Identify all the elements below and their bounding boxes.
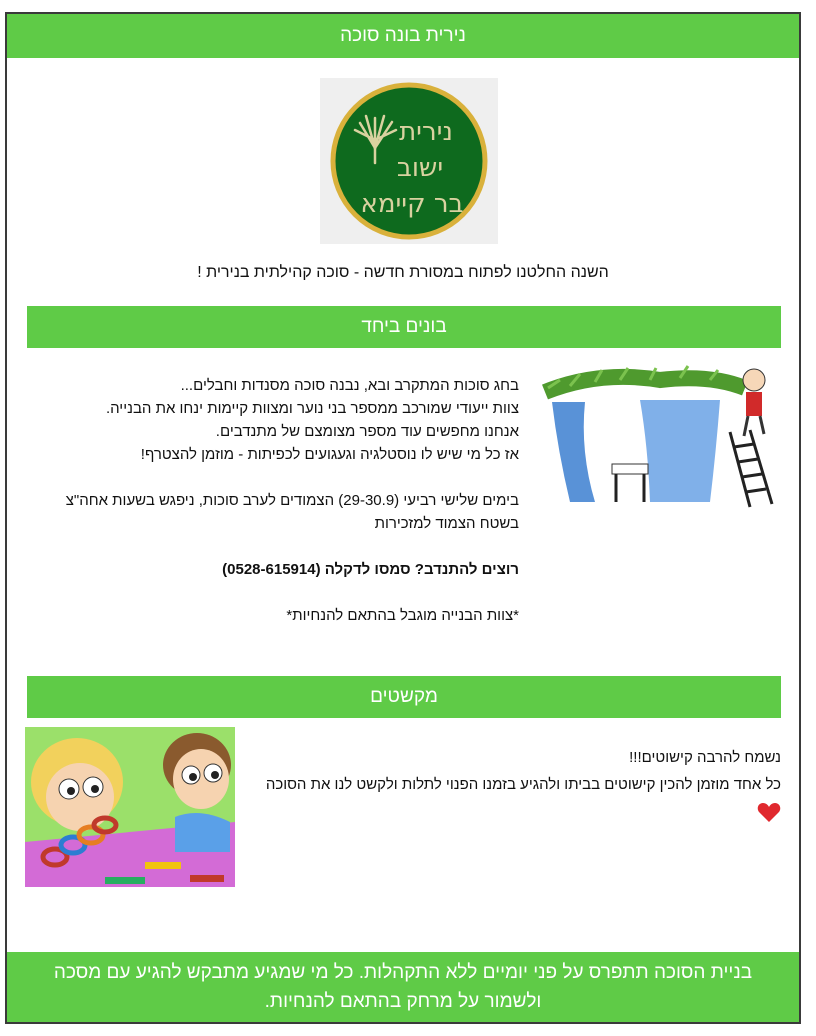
header-bar — [7, 14, 799, 58]
heart-icon — [757, 801, 781, 823]
decorations-line-1: נשמח להרבה קישוטים!!! — [629, 749, 781, 766]
building-line-3: אנחנו מחפשים עוד מספר מצומצם של מתנדבים. — [215, 423, 519, 440]
decorations-text — [257, 744, 781, 825]
building-note: *צוות הבנייה מוגבל בהתאם להנחיות* — [286, 607, 519, 624]
building-line-2: צוות ייעודי שמורכב ממספר בני נוער ומצוות קיימות ינחו את הבנייה. — [105, 400, 519, 417]
nirit-logo — [320, 78, 498, 244]
page-title: נירית בונה סוכה — [340, 25, 466, 46]
building-line-1: בחג סוכות המתקרב ובא, נבנה סוכה מסנדות וחבלים... — [180, 377, 519, 394]
section-title-building: בונים ביחד — [361, 316, 447, 337]
building-line-4: אז כל מי שיש לו נוסטלגיה וגעגועים לכפיתות - מוזמן להצטרף! — [140, 446, 519, 463]
logo-text-line2: ישוב — [396, 153, 444, 183]
footer-bar — [7, 952, 799, 1022]
sukkah-drawing — [540, 352, 780, 510]
intro-text: השנה החלטנו לפתוח במסורת חדשה - סוכה קהילתית בנירית ! — [197, 264, 609, 281]
building-dates: בימים שלישי רביעי (29-30.9) הצמודים לערב סוכות, ניפגש בשעות אחה"צ בשטח הצמוד למזכירות — [65, 492, 519, 532]
logo-container — [320, 78, 498, 244]
newsletter-frame — [5, 12, 801, 1024]
kids-crafting-drawing — [25, 727, 235, 887]
section-header-building — [27, 306, 781, 348]
decorations-line-2: כל אחד מוזמן להכין קישוטים בביתו ולהגיע בזמנו הפנוי לתלות ולקשט לנו את הסוכה — [265, 776, 781, 793]
section-title-decorations: מקשטים — [370, 686, 438, 707]
logo-text-line1: נירית — [399, 117, 453, 147]
section-header-decorations — [27, 676, 781, 718]
volunteer-contact: רוצים להתנדב? סמסו לדקלה (0528-615914) — [222, 561, 519, 578]
building-text — [47, 374, 519, 627]
logo-text-line3: בר קיימא — [360, 189, 464, 219]
footer-text: בניית הסוכה תתפרס על פני יומיים ללא התקהלות. כל מי שמגיע מתבקש להגיע עם מסכה ולשמור על מרחק בהתאם להנחיות. — [53, 962, 753, 1012]
